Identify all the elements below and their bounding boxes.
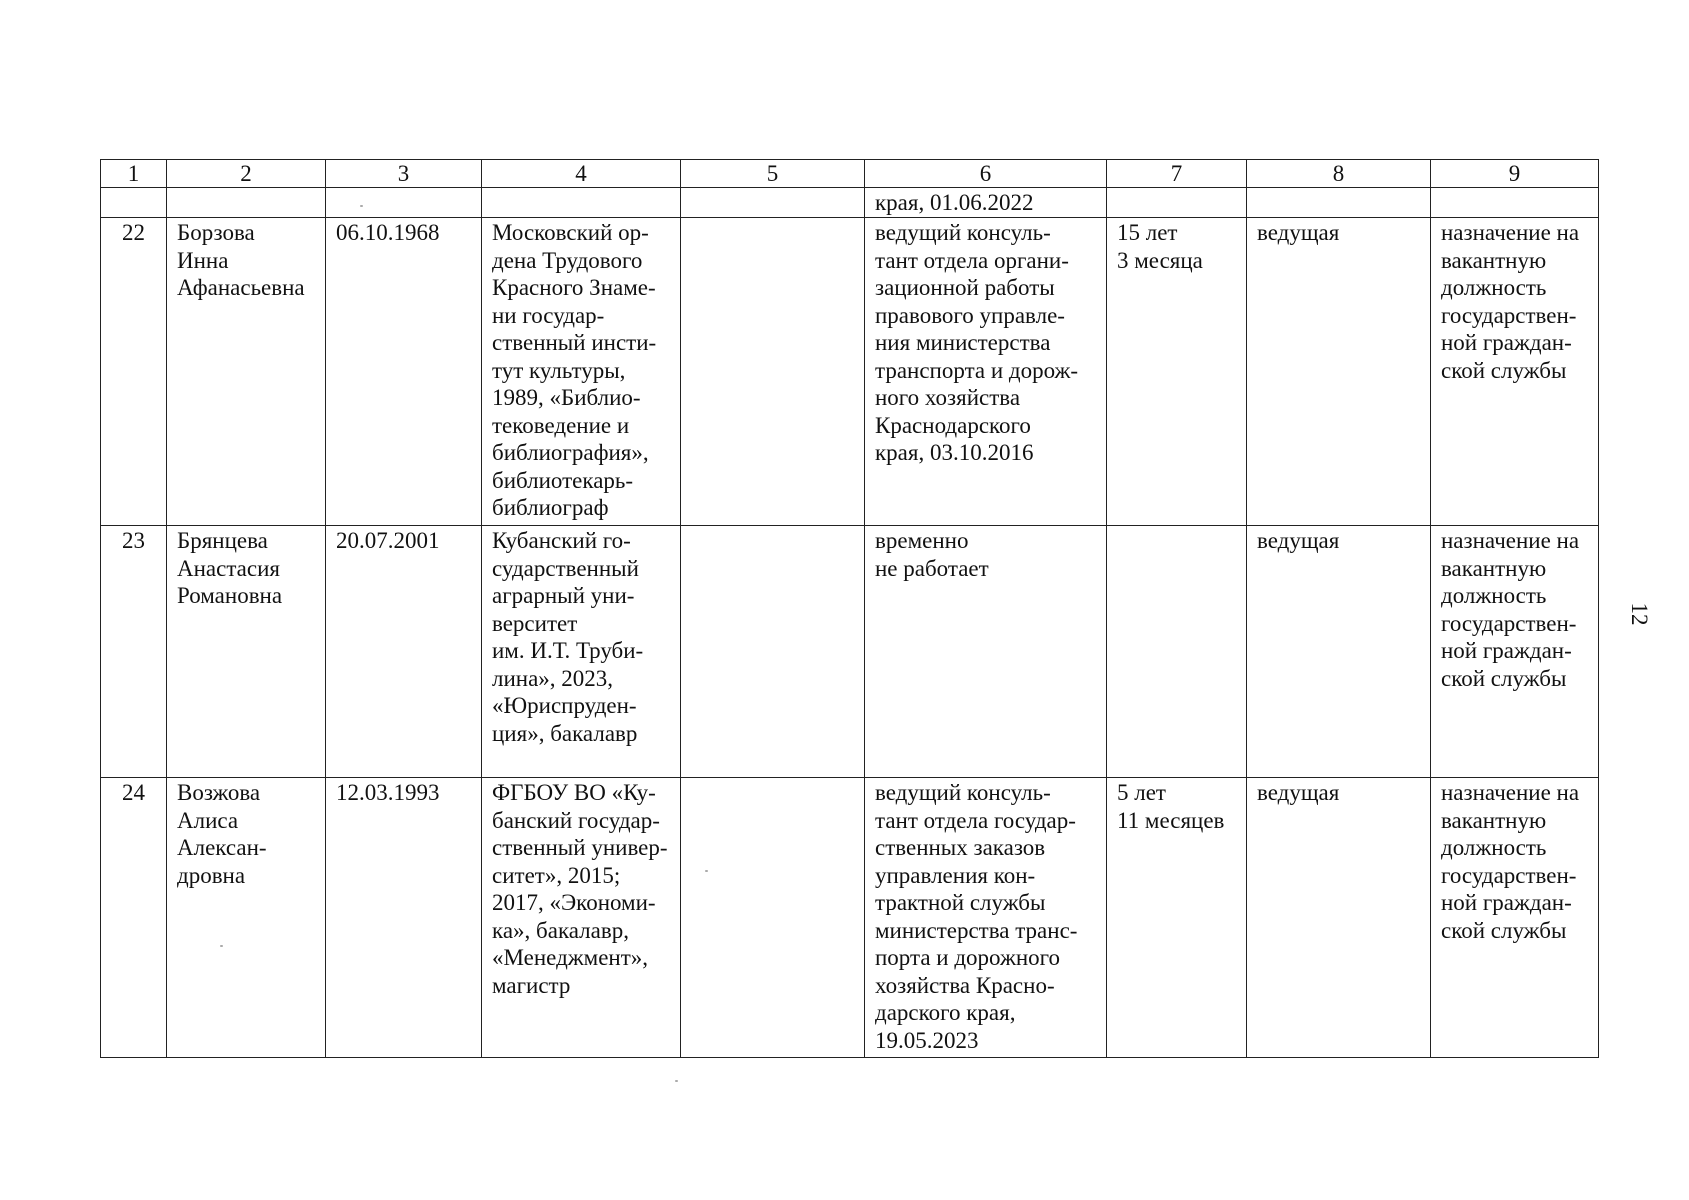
cell-text-line: назначение на bbox=[1441, 220, 1580, 245]
position-cell bbox=[865, 526, 1107, 778]
cell-text-line: ской службы bbox=[1441, 917, 1567, 943]
cell-text-line: ного хозяйства bbox=[875, 385, 1021, 410]
education-cell bbox=[482, 218, 681, 526]
birth-date-cell: 06.10.1968 bbox=[326, 218, 482, 526]
cell-text-line: ственный инсти- bbox=[492, 330, 657, 355]
table-cell bbox=[1431, 188, 1599, 218]
birth-date-cell: 20.07.2001 bbox=[326, 526, 482, 778]
table-cell bbox=[482, 188, 681, 218]
note-cell bbox=[1431, 526, 1599, 778]
column-header: 7 bbox=[1107, 160, 1247, 188]
cell-text-line: Борзова bbox=[177, 220, 255, 245]
scan-speck bbox=[675, 1080, 678, 1082]
cell-text-line: 5 лет bbox=[1117, 780, 1166, 805]
cell-text-line: края, 03.10.2016 bbox=[875, 440, 1034, 465]
personnel-table bbox=[100, 159, 1599, 1058]
cell-text-line: вакантную bbox=[1441, 555, 1547, 581]
column-header: 2 bbox=[167, 160, 326, 188]
cell-text-line: временно bbox=[875, 528, 969, 553]
table-cell bbox=[865, 188, 1107, 218]
page-number: 12 bbox=[1627, 602, 1652, 626]
table-row bbox=[101, 778, 1599, 1058]
cell-text-line: ной граждан- bbox=[1441, 330, 1572, 355]
cell-text-line: дена Трудового bbox=[492, 247, 643, 273]
cell-text-line: 1989, «Библио- bbox=[492, 385, 641, 410]
cell-text-line: государствен- bbox=[1441, 862, 1577, 888]
cell-text-line: магистр bbox=[492, 972, 571, 998]
cell-text-line: назначение на bbox=[1441, 528, 1580, 553]
position-cell bbox=[865, 218, 1107, 526]
column-header: 9 bbox=[1431, 160, 1599, 188]
note-cell bbox=[1431, 218, 1599, 526]
cell-text-line: государствен- bbox=[1441, 302, 1577, 328]
cell-text-line: зационной работы bbox=[875, 275, 1055, 300]
row-number: 22 bbox=[101, 218, 167, 526]
table-row bbox=[101, 218, 1599, 526]
column-header: 6 bbox=[865, 160, 1107, 188]
table-row bbox=[101, 526, 1599, 778]
cell-text-line: ской службы bbox=[1441, 665, 1567, 691]
position-cell bbox=[865, 778, 1107, 1058]
experience-cell bbox=[1107, 526, 1247, 778]
cell-text-line: назначение на bbox=[1441, 780, 1580, 805]
cell-text-line: Кубанский го- bbox=[492, 528, 631, 553]
column-number-row bbox=[101, 160, 1599, 188]
cell-text-line: 15 лет bbox=[1117, 220, 1178, 245]
cell-text-line: 19.05.2023 bbox=[875, 1027, 979, 1053]
table-cell bbox=[101, 188, 167, 218]
cell-text-line: трактной службы bbox=[875, 890, 1046, 915]
cell-text-line: ция», бакалавр bbox=[492, 720, 638, 746]
cell-text-line: ведущий консуль- bbox=[875, 780, 1051, 805]
column-header: 8 bbox=[1247, 160, 1431, 188]
cell-text-line: 3 месяца bbox=[1117, 247, 1203, 273]
table-cell bbox=[167, 188, 326, 218]
column-header: 1 bbox=[101, 160, 167, 188]
cell-text-line: Краснодарского bbox=[875, 412, 1031, 438]
scan-speck bbox=[705, 870, 708, 872]
cell-text-line: ния министерства bbox=[875, 330, 1051, 355]
cell-text-line: 11 месяцев bbox=[1117, 807, 1225, 833]
full-name-cell bbox=[167, 526, 326, 778]
cell-text-line: «Юриспруден- bbox=[492, 693, 637, 718]
cell-text-line: ка», бакалавр, bbox=[492, 917, 629, 943]
cell-text-line: края, 01.06.2022 bbox=[875, 190, 1034, 215]
cell-text-line: библиограф bbox=[492, 495, 609, 520]
cell-text-line: ведущая bbox=[1257, 220, 1340, 245]
cell-text-line: транспорта и дорож- bbox=[875, 357, 1079, 383]
col5-cell bbox=[681, 218, 865, 526]
column-header: 5 bbox=[681, 160, 865, 188]
cell-text-line: тант отдела государ- bbox=[875, 807, 1076, 833]
col5-cell bbox=[681, 526, 865, 778]
cell-text-line: Инна bbox=[177, 247, 229, 273]
experience-cell bbox=[1107, 218, 1247, 526]
cell-text-line: аграрный уни- bbox=[492, 583, 635, 608]
cell-text-line: лина», 2023, bbox=[492, 665, 614, 691]
row-number: 24 bbox=[101, 778, 167, 1058]
cell-text-line: должность bbox=[1441, 835, 1547, 860]
cell-text-line: Алексан- bbox=[177, 835, 267, 860]
cell-text-line: Алиса bbox=[177, 807, 239, 833]
cell-text-line: управления кон- bbox=[875, 862, 1036, 888]
cell-text-line: ведущая bbox=[1257, 780, 1340, 805]
table-cell bbox=[1247, 188, 1431, 218]
cell-text-line: ФГБОУ ВО «Ку- bbox=[492, 780, 656, 805]
cell-text-line: Романовна bbox=[177, 583, 283, 608]
cell-text-line: библиография», bbox=[492, 440, 649, 465]
cell-text-line: должность bbox=[1441, 583, 1547, 608]
note-cell bbox=[1431, 778, 1599, 1058]
scan-speck bbox=[220, 945, 223, 947]
cell-text-line: Московский ор- bbox=[492, 220, 649, 245]
cell-text-line: ситет», 2015; bbox=[492, 862, 621, 888]
continuation-row bbox=[101, 188, 1599, 218]
table-cell bbox=[681, 188, 865, 218]
cell-text-line: Брянцева bbox=[177, 528, 268, 553]
cell-text-line: тековедение и bbox=[492, 412, 630, 438]
cell-text-line: ной граждан- bbox=[1441, 890, 1572, 915]
cell-text-line: вакантную bbox=[1441, 807, 1547, 833]
cell-text-line: «Менеджмент», bbox=[492, 945, 649, 970]
group-cell bbox=[1247, 218, 1431, 526]
cell-text-line: ведущая bbox=[1257, 528, 1340, 553]
cell-text-line: Красного Знаме- bbox=[492, 275, 656, 300]
cell-text-line: сударственный bbox=[492, 555, 639, 581]
col5-cell bbox=[681, 778, 865, 1058]
cell-text-line: министерства транс- bbox=[875, 917, 1078, 943]
birth-date-cell: 12.03.1993 bbox=[326, 778, 482, 1058]
cell-text-line: ной граждан- bbox=[1441, 638, 1572, 663]
education-cell bbox=[482, 778, 681, 1058]
cell-text-line: ни государ- bbox=[492, 302, 605, 328]
cell-text-line: хозяйства Красно- bbox=[875, 972, 1055, 998]
cell-text-line: правового управле- bbox=[875, 302, 1065, 328]
column-header: 4 bbox=[482, 160, 681, 188]
cell-text-line: дровна bbox=[177, 862, 246, 888]
cell-text-line: Возжова bbox=[177, 780, 261, 805]
cell-text-line: 2017, «Экономи- bbox=[492, 890, 656, 915]
cell-text-line: дарского края, bbox=[875, 1000, 1016, 1025]
cell-text-line: верситет bbox=[492, 610, 578, 636]
cell-text-line: порта и дорожного bbox=[875, 945, 1061, 970]
cell-text-line: им. И.Т. Труби- bbox=[492, 638, 644, 663]
cell-text-line: государствен- bbox=[1441, 610, 1577, 636]
group-cell bbox=[1247, 526, 1431, 778]
experience-cell bbox=[1107, 778, 1247, 1058]
cell-text-line: Анастасия bbox=[177, 555, 280, 581]
cell-text-line: ственный универ- bbox=[492, 835, 668, 860]
cell-text-line: тут культуры, bbox=[492, 357, 626, 383]
cell-text-line: должность bbox=[1441, 275, 1547, 300]
cell-text-line: вакантную bbox=[1441, 247, 1547, 273]
full-name-cell bbox=[167, 778, 326, 1058]
table-cell bbox=[1107, 188, 1247, 218]
scan-speck bbox=[360, 205, 363, 207]
full-name-cell bbox=[167, 218, 326, 526]
cell-text-line: библиотекарь- bbox=[492, 467, 634, 493]
education-cell bbox=[482, 526, 681, 778]
row-number: 23 bbox=[101, 526, 167, 778]
cell-text-line: Афанасьевна bbox=[177, 275, 305, 300]
table-cell bbox=[326, 188, 482, 218]
cell-text-line: тант отдела органи- bbox=[875, 247, 1069, 273]
cell-text-line: ведущий консуль- bbox=[875, 220, 1051, 245]
cell-text-line: ственных заказов bbox=[875, 835, 1046, 860]
column-header: 3 bbox=[326, 160, 482, 188]
group-cell bbox=[1247, 778, 1431, 1058]
cell-text-line: не работает bbox=[875, 555, 989, 581]
cell-text-line: банский государ- bbox=[492, 807, 660, 833]
cell-text-line: ской службы bbox=[1441, 357, 1567, 383]
